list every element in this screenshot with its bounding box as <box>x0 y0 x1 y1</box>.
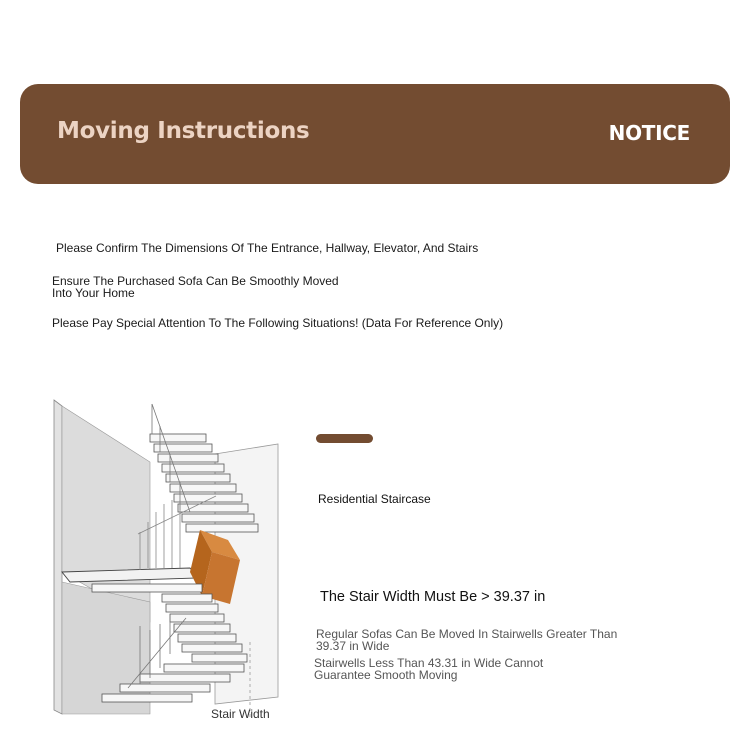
stair-width-requirement: The Stair Width Must Be > 39.37 in <box>320 589 546 605</box>
intro-line-dimensions: Please Confirm The Dimensions Of The Entrance, Hallway, Elevator, And Stairs <box>56 241 479 255</box>
banner-title: Moving Instructions <box>57 118 310 144</box>
note-narrow-stairwells: Stairwells Less Than 43.31 in Wide Cannot Guarantee Smooth Moving <box>314 656 544 682</box>
notice-label: NOTICE <box>608 121 690 145</box>
staircase-illustration <box>50 392 282 727</box>
stair-width-label: Stair Width <box>211 707 270 721</box>
intro-line-sofa: Ensure The Purchased Sofa Can Be Smoothly Moved Into Your Home <box>52 274 339 300</box>
accent-bar <box>316 434 373 443</box>
left-wall <box>54 400 62 714</box>
header-banner <box>20 84 730 184</box>
intro-line-attention: Please Pay Special Attention To The Following Situations! (Data For Reference Only) <box>52 316 504 330</box>
note-regular-sofas: Regular Sofas Can Be Moved In Stairwells Greater Than 39.37 in Wide <box>316 627 618 653</box>
residential-staircase-label: Residential Staircase <box>318 492 431 506</box>
